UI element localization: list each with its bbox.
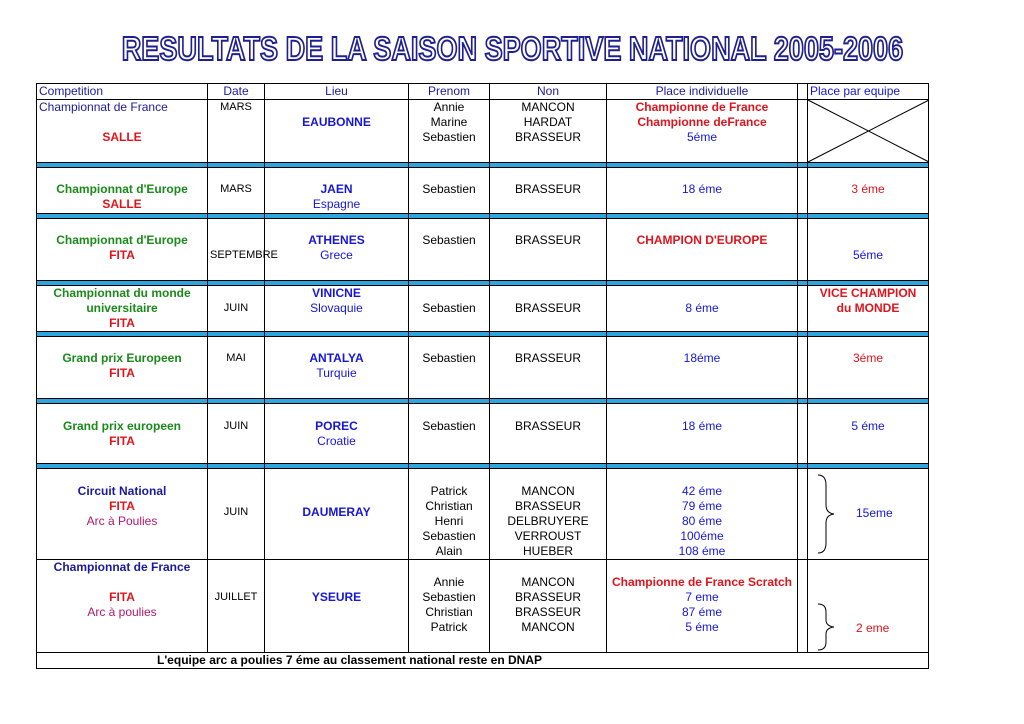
prenom: Alain	[435, 544, 463, 558]
prenom-cell: Sebastien	[409, 219, 490, 281]
lieu-cell	[265, 286, 409, 332]
lieu-cell	[265, 404, 409, 464]
lieu-country: Croatie	[317, 434, 356, 448]
equipe-line: du MONDE	[836, 301, 900, 315]
date-cell	[208, 219, 278, 281]
lieu-cell	[265, 337, 409, 399]
prenom-cell	[409, 469, 490, 560]
prenom: Annie	[433, 575, 465, 589]
date-cell: MARS	[208, 100, 265, 163]
prenom: Sebastien	[422, 301, 476, 315]
table-row	[37, 469, 929, 560]
header-row	[37, 84, 929, 100]
nom: MANCON	[521, 620, 575, 634]
place: 8 éme	[685, 301, 719, 315]
nom-cell	[490, 286, 607, 332]
equipe-value: 15eme	[856, 506, 893, 520]
nom: MANCON	[521, 484, 575, 498]
competition-cell	[37, 337, 208, 399]
prenom: Annie	[433, 100, 465, 114]
place: Championne de France	[635, 100, 769, 114]
place: Championne de France Scratch	[611, 575, 793, 589]
lieu-country: Turquie	[316, 366, 357, 380]
prenom: Sebastien	[422, 590, 476, 604]
competition-name: Championnat d'Europe	[56, 182, 188, 196]
header-spacer	[798, 84, 808, 100]
equipe-cell	[808, 469, 929, 560]
nom: MANCON	[521, 575, 575, 589]
lieu-country: Grece	[320, 248, 353, 262]
lieu-spacer	[267, 100, 406, 115]
prenom: Henri	[434, 514, 464, 528]
competition-cell	[37, 404, 208, 464]
footer-row	[37, 653, 929, 669]
nom: DELBRUYERE	[507, 514, 589, 528]
competition-type: FITA	[109, 590, 135, 604]
place-cell	[607, 286, 798, 332]
nom-cell: BRASSEUR	[490, 337, 607, 399]
competition-type: FITA	[109, 248, 135, 262]
competition-name: Grand prix Europeen	[62, 351, 182, 365]
prenom: Marine	[430, 115, 468, 129]
prenom: Sebastien	[422, 130, 476, 144]
spacer-cell	[798, 469, 808, 560]
table-row	[37, 337, 929, 399]
equipe-line: VICE CHAMPION	[819, 286, 917, 300]
lieu-city: EAUBONNE	[302, 115, 371, 129]
date-value: JUIN	[223, 302, 249, 314]
competition-type: FITA	[109, 499, 135, 513]
lieu-city: ATHENES	[308, 233, 365, 247]
footer-note: L'equipe arc a poulies 7 éme au classement national reste en DNAP	[37, 653, 929, 669]
nom-cell: BRASSEUR	[490, 404, 607, 464]
brace-icon	[814, 469, 854, 559]
lieu-city: VINICNE	[312, 286, 361, 300]
competition-type: FITA	[109, 316, 135, 330]
lieu-city: DAUMERAY	[302, 505, 371, 519]
competition-cell	[37, 560, 208, 653]
lieu-cell	[265, 469, 409, 560]
header-competition: Competition	[37, 84, 208, 100]
competition-spacer	[39, 115, 205, 130]
table-row	[37, 286, 929, 332]
date-cell: JUIN	[208, 404, 265, 464]
title-container	[0, 30, 1024, 68]
lieu-city: ANTALYA	[309, 351, 364, 365]
equipe-cell	[808, 286, 929, 332]
header-place-equipe: Place par equipe	[808, 84, 929, 100]
nom: HUEBER	[522, 544, 573, 558]
header-prenom: Prenom	[409, 84, 490, 100]
competition-type: FITA	[109, 434, 135, 448]
place: 42 éme	[681, 484, 723, 498]
nom: BRASSEUR	[514, 301, 582, 315]
place: 7 eme	[685, 590, 719, 604]
competition-cell	[37, 168, 208, 214]
table-row	[37, 219, 929, 281]
competition-sub: universitaire	[86, 301, 158, 315]
place: Championne deFrance	[637, 115, 767, 129]
prenom: Patrick	[430, 484, 468, 498]
table-row	[37, 404, 929, 464]
lieu-cell	[265, 168, 409, 214]
prenom: Christian	[425, 605, 473, 619]
header-place-individuelle: Place individuelle	[607, 84, 798, 100]
competition-cell	[37, 469, 208, 560]
equipe-cell-crossed	[808, 100, 929, 163]
place: 100éme	[680, 529, 724, 543]
nom: BRASSEUR	[514, 605, 582, 619]
nom: BRASSEUR	[514, 590, 582, 604]
prenom-cell: Sebastien	[409, 337, 490, 399]
competition-name: Circuit National	[77, 484, 167, 498]
prenom-cell: Sebastien	[409, 168, 490, 214]
lieu-city: POREC	[315, 419, 358, 433]
equipe-value: 2 eme	[856, 621, 890, 635]
competition-sub: Arc à poulies	[87, 605, 157, 619]
equipe-cell	[808, 560, 929, 653]
competition-cell	[37, 286, 208, 332]
date-cell	[208, 469, 265, 560]
nom: HARDAT	[523, 115, 573, 129]
competition-spacer	[39, 575, 205, 590]
lieu-cell	[265, 560, 409, 653]
nom: VERROUST	[514, 529, 582, 543]
results-table-container	[36, 83, 928, 669]
lieu-country: Espagne	[312, 197, 361, 211]
nom: BRASSEUR	[514, 499, 582, 513]
spacer-cell	[798, 404, 808, 464]
place: 108 éme	[678, 544, 726, 558]
nom-cell: BRASSEUR	[490, 219, 607, 281]
prenom-cell	[409, 286, 490, 332]
place-cell: CHAMPION D'EUROPE	[607, 219, 798, 281]
nom: MANCON	[521, 100, 575, 114]
page-title: RESULTATS DE LA SAISON SPORTIVE NATIONAL 2005-2006	[121, 30, 903, 67]
date-value: JUIN	[223, 506, 249, 518]
place-cell: 18 éme	[607, 168, 798, 214]
place-cell	[607, 469, 798, 560]
prenom: Sebastien	[422, 529, 476, 543]
competition-name: Championnat de France	[53, 560, 191, 574]
results-table	[36, 83, 929, 669]
lieu-city: JAEN	[320, 182, 353, 196]
place-cell: 18 éme	[607, 404, 798, 464]
equipe-value: 5éme	[852, 248, 884, 262]
header-date: Date	[208, 84, 265, 100]
nom-cell	[490, 560, 607, 653]
spacer-cell	[798, 100, 808, 163]
competition-cell	[37, 219, 208, 281]
prenom-cell	[409, 560, 490, 653]
date-cell: MAI	[208, 337, 265, 399]
spacer-cell	[798, 337, 808, 399]
equipe-cell	[808, 219, 929, 281]
prenom: Christian	[425, 499, 473, 513]
cross-mark-icon	[808, 100, 929, 162]
date-value: SEPTEMBRE	[210, 249, 278, 261]
competition-name: Championnat d'Europe	[56, 233, 188, 247]
spacer-cell	[798, 219, 808, 281]
competition-sub: Arc à Poulies	[86, 514, 158, 528]
competition-type: FITA	[109, 366, 135, 380]
nom: BRASSEUR	[514, 130, 582, 144]
date-value: JUILLET	[214, 591, 258, 603]
lieu-city: YSEURE	[311, 590, 362, 604]
place: 5éme	[686, 130, 718, 144]
prenom-cell	[409, 100, 490, 163]
nom-cell	[490, 469, 607, 560]
competition-type: SALLE	[102, 197, 142, 211]
competition-name: Championnat du monde	[53, 286, 191, 300]
date-cell	[208, 560, 265, 653]
competition-name: Grand prix europeen	[62, 419, 182, 433]
prenom-cell: Sebastien	[409, 404, 490, 464]
table-row	[37, 168, 929, 214]
spacer-cell	[798, 560, 808, 653]
spacer-cell	[798, 168, 808, 214]
competition-type: SALLE	[102, 130, 142, 144]
equipe-cell: 5 éme	[808, 404, 929, 464]
place: 79 éme	[681, 499, 723, 513]
lieu-cell	[265, 219, 409, 281]
equipe-cell: 3éme	[808, 337, 929, 399]
brace-icon	[814, 560, 854, 653]
equipe-cell: 3 éme	[808, 168, 929, 214]
place: 5 éme	[685, 620, 719, 634]
nom-cell: BRASSEUR	[490, 168, 607, 214]
prenom: Patrick	[430, 620, 468, 634]
place: 80 éme	[681, 514, 723, 528]
place-cell	[607, 560, 798, 653]
table-row	[37, 560, 929, 653]
date-cell	[208, 286, 265, 332]
place-cell: 18éme	[607, 337, 798, 399]
header-lieu: Lieu	[265, 84, 409, 100]
date-cell: MARS	[208, 168, 265, 214]
competition-name: Championnat de France	[39, 100, 168, 114]
table-row	[37, 100, 929, 163]
place-cell	[607, 100, 798, 163]
header-nom: Non	[490, 84, 607, 100]
lieu-country: Slovaquie	[310, 301, 363, 315]
place: 87 éme	[681, 605, 723, 619]
nom-cell	[490, 100, 607, 163]
competition-cell	[37, 100, 208, 163]
spacer-cell	[798, 286, 808, 332]
lieu-cell	[265, 100, 409, 163]
